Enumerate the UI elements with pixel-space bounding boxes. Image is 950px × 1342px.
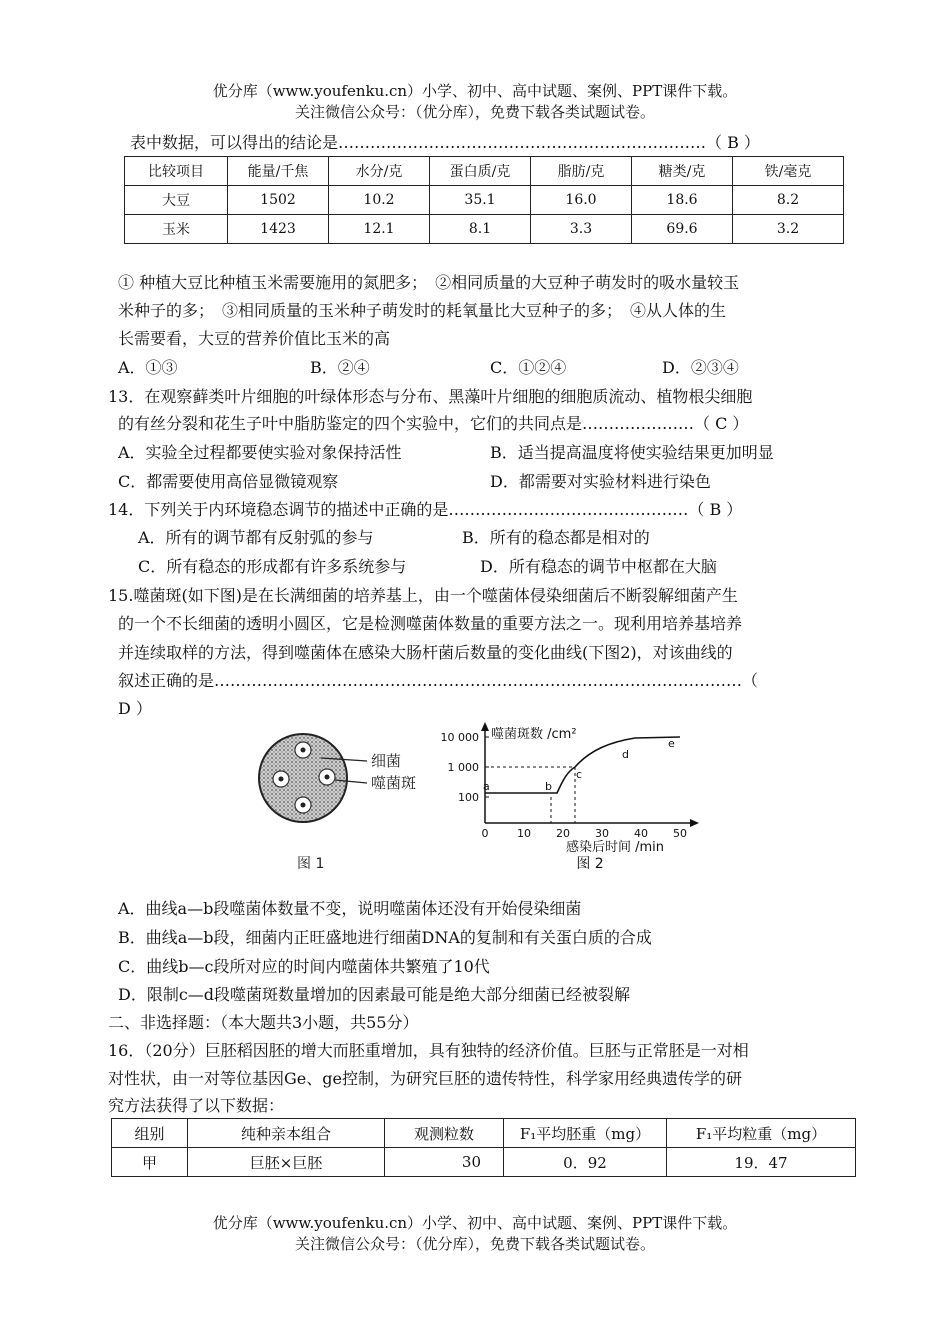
y-tick-label: 100 [458, 791, 479, 804]
q13-option-a: A．实验全过程都要使实验对象保持活性 [118, 443, 402, 462]
table-cell: 30 [385, 1148, 504, 1177]
y-axis-label: 噬菌斑数 /cm² [491, 727, 577, 742]
guide-lines [485, 767, 575, 823]
table-header-cell: 能量/千焦 [228, 157, 329, 186]
growth-curve [485, 737, 680, 793]
table-cell: 玉米 [125, 215, 228, 244]
q14-stem: 14．下列关于内环境稳态调节的描述中正确的是………………………………………（ B ） [108, 500, 743, 519]
q16-stem-1: 16．（20分）巨胚稻因胚的增大而胚重增加，具有独特的经济价值。巨胚与正常胚是一对相 [108, 1041, 749, 1060]
table-header-row [125, 157, 844, 186]
table-row [125, 215, 844, 244]
q12-option-c: C．①②④ [490, 358, 567, 377]
q14-option-a: A．所有的调节都有反射弧的参与 [138, 528, 374, 547]
point-label-d: d [622, 748, 629, 761]
q12-statement-2: 米种子的多； ③相同质量的玉米种子萌发时的耗氧量比大豆种子的多； ④从人体的生 [118, 301, 727, 320]
q13-stem-1: 13．在观察藓类叶片细胞的叶绿体形态与分布、黑藻叶片细胞的细胞质流动、植物根尖细胞 [108, 387, 753, 406]
q12-option-d: D．②③④ [662, 358, 739, 377]
point-label-b: b [545, 780, 552, 793]
table-header-cell: 脂肪/克 [531, 157, 632, 186]
q15-option-c: C．曲线b—c段所对应的时间内噬菌体共繁殖了10代 [118, 957, 490, 976]
section-2-title: 二、非选择题：（本大题共3小题，共55分） [108, 1013, 419, 1032]
table-cell: 大豆 [125, 186, 228, 215]
x-tick-label: 30 [595, 827, 609, 840]
q16-stem-2: 对性状，由一对等位基因Ge、ge控制，为研究巨胚的遗传特性，科学家用经典遗传学的研 [108, 1069, 742, 1088]
point-label-e: e [668, 737, 675, 750]
table-cell: 8.2 [733, 186, 844, 215]
table-cell: 35.1 [430, 186, 531, 215]
q13-option-d: D．都需要对实验材料进行染色 [490, 472, 711, 491]
q15-stem-3: 并连续取样的方法，得到噬菌体在感染大肠杆菌后数量的变化曲线(下图2)，对该曲线的 [118, 643, 733, 662]
q15-stem-1: 15.噬菌斑(如下图)是在长满细菌的培养基上，由一个噬菌体侵染细菌后不断裂解细菌产生 [108, 586, 738, 605]
table-cell: 1423 [228, 215, 329, 244]
q12-option-b: B．②④ [310, 358, 370, 377]
table-cell: 69.6 [632, 215, 733, 244]
table-header-cell: 铁/毫克 [733, 157, 844, 186]
header-line-1: 优分库（www.youfenku.cn）小学、初中、高中试题、案例、PPT课件下载。 [212, 82, 738, 100]
figure-2-caption: 图 2 [576, 856, 604, 872]
q12-nutrition-table [124, 156, 844, 244]
x-tick-label: 50 [673, 827, 687, 840]
table-cell: 巨胚×巨胚 [188, 1148, 385, 1177]
q13-stem-2: 的有丝分裂和花生子叶中脂肪鉴定的四个实验中，它们的共同点是…………………（ C ） [118, 414, 749, 433]
x-axis-arrow [690, 819, 699, 827]
table-row [112, 1148, 856, 1177]
figure-1-caption: 图 1 [297, 856, 325, 872]
label-bacteria: 细菌 [371, 752, 402, 770]
table-header-cell: 蛋白质/克 [430, 157, 531, 186]
table-header-cell: 组别 [112, 1119, 188, 1148]
q13-option-c: C．都需要使用高倍显微镜观察 [118, 472, 339, 491]
q12-statement-1: ① 种植大豆比种植玉米需要施用的氮肥多； ②相同质量的大豆种子萌发时的吸水量较玉 [118, 273, 740, 292]
table-header-cell: F₁平均粒重（mg） [667, 1119, 856, 1148]
table-header-cell: 纯种亲本组合 [188, 1119, 385, 1148]
table-header-cell: F₁平均胚重（mg） [504, 1119, 667, 1148]
x-tick-label: 40 [634, 827, 648, 840]
figure-1-plaque-diagram [255, 725, 435, 875]
table-header-cell: 糖类/克 [632, 157, 733, 186]
footer-line-2: 关注微信公众号：（优分库），免费下载各类试题试卷。 [294, 1235, 655, 1253]
table-header-cell: 比较项目 [125, 157, 228, 186]
x-tick-label: 20 [556, 827, 570, 840]
q15-stem-5: D ） [118, 699, 152, 718]
q12-statement-3: 长需要看，大豆的营养价值比玉米的高 [118, 329, 391, 348]
x-ticks [482, 827, 688, 840]
point-label-c: c [576, 768, 583, 781]
q14-option-b: B．所有的稳态都是相对的 [462, 528, 650, 547]
q16-stem-3: 究方法获得了以下数据： [108, 1096, 285, 1115]
q15-stem-4: 叙述正确的是………………………………………………………………………………………（ [118, 671, 759, 690]
q15-stem-2: 的一个不长细菌的透明小圆区，它是检测噬菌体数量的重要方法之一。现利用培养基培养 [118, 614, 743, 633]
table-row [125, 186, 844, 215]
y-tick-label: 1 000 [447, 761, 479, 774]
table-cell: 16.0 [531, 186, 632, 215]
footer-line-1: 优分库（www.youfenku.cn）小学、初中、高中试题、案例、PPT课件下载。 [212, 1214, 738, 1232]
label-plaque: 噬菌斑 [371, 774, 417, 792]
table-cell: 0．92 [504, 1148, 667, 1177]
table-header-cell: 水分/克 [329, 157, 430, 186]
y-ticks [441, 731, 490, 804]
header-line-2: 关注微信公众号：（优分库），免费下载各类试题试卷。 [294, 103, 655, 121]
table-cell: 12.1 [329, 215, 430, 244]
x-tick-label: 10 [517, 827, 531, 840]
table-cell: 3.3 [531, 215, 632, 244]
y-axis-arrow [481, 722, 489, 731]
table-cell: 3.2 [733, 215, 844, 244]
table-cell: 18.6 [632, 186, 733, 215]
q15-option-d: D．限制c—d段噬菌斑数量增加的因素最可能是绝大部分细菌已经被裂解 [118, 985, 631, 1004]
table-cell: 19．47 [667, 1148, 856, 1177]
x-axis-label: 感染后时间 /min [565, 840, 665, 855]
table-cell: 8.1 [430, 215, 531, 244]
q14-option-d: D．所有稳态的调节中枢都在大脑 [480, 557, 717, 576]
q14-option-c: C．所有稳态的形成都有许多系统参与 [138, 557, 407, 576]
point-label-a: a [483, 780, 490, 793]
q12-option-a: A．①③ [118, 358, 178, 377]
table-cell: 甲 [112, 1148, 188, 1177]
q15-option-a: A．曲线a—b段噬菌体数量不变，说明噬菌体还没有开始侵染细菌 [118, 899, 582, 918]
table-cell: 1502 [228, 186, 329, 215]
q16-data-table [111, 1118, 856, 1177]
x-tick-label: 0 [481, 827, 489, 840]
figure-2-growth-curve [425, 720, 705, 880]
q13-option-b: B．适当提高温度将使实验结果更加明显 [490, 443, 774, 462]
table-cell: 10.2 [329, 186, 430, 215]
y-tick-label: 10 000 [440, 731, 479, 744]
table-header-row [112, 1119, 856, 1148]
q12-stem: 表中数据，可以得出的结论是……………………………………………………………（ B ） [130, 133, 760, 152]
table-header-cell: 观测粒数 [385, 1119, 504, 1148]
q15-option-b: B．曲线a—b段，细菌内正旺盛地进行细菌DNA的复制和有关蛋白质的合成 [118, 928, 652, 947]
